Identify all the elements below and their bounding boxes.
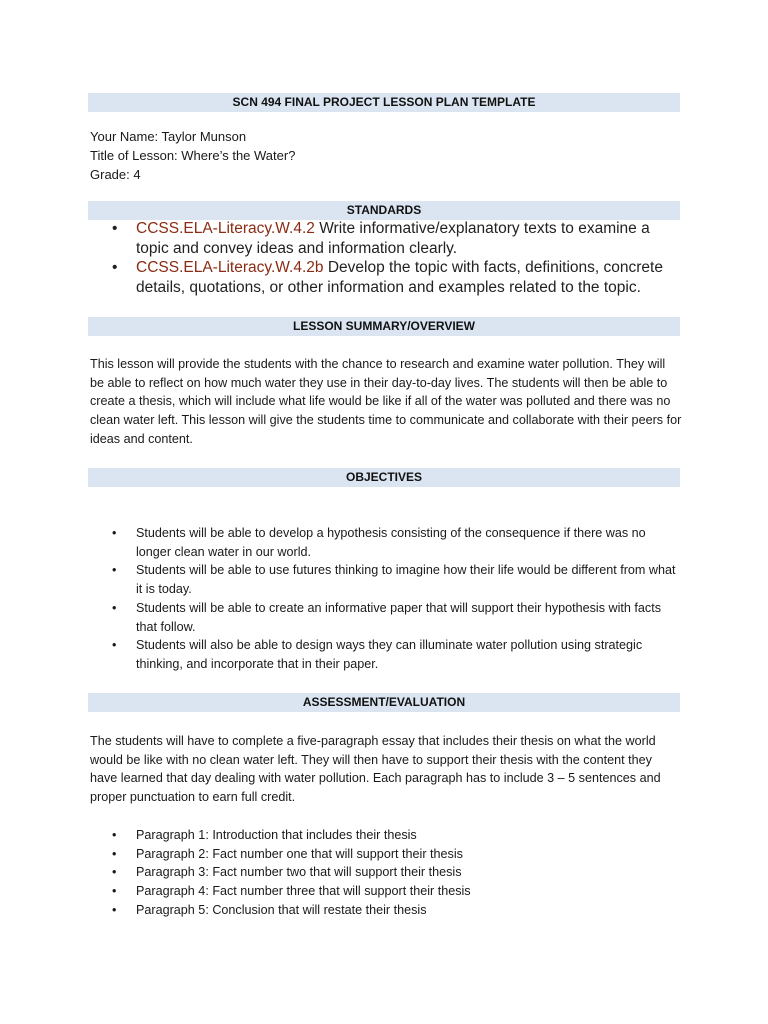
bullet-icon: • bbox=[112, 259, 118, 276]
bullet-icon: • bbox=[112, 638, 117, 653]
list-item bbox=[112, 882, 682, 901]
bullet-icon: • bbox=[112, 563, 117, 578]
bullet-icon: • bbox=[112, 846, 117, 861]
standard-text: Develop the topic with facts, definitions, concrete details, quotations, or other information and examples related to the topic. bbox=[136, 259, 663, 296]
document-title: SCN 494 FINAL PROJECT LESSON PLAN TEMPLATE bbox=[88, 93, 680, 112]
standard-code: CCSS.ELA-Literacy.W.4.2 bbox=[136, 220, 315, 237]
bullet-icon: • bbox=[112, 884, 117, 899]
bullet-icon: • bbox=[112, 865, 117, 880]
standards-list bbox=[112, 219, 672, 297]
list-item bbox=[112, 826, 682, 845]
lesson-title: Title of Lesson: Where’s the Water? bbox=[90, 148, 296, 163]
objective-item bbox=[112, 561, 682, 598]
paragraph-requirement: Paragraph 5: Conclusion that will restate their thesis bbox=[136, 902, 427, 917]
bullet-icon: • bbox=[112, 828, 117, 842]
list-item bbox=[112, 863, 682, 882]
summary-paragraph: This lesson will provide the students with the chance to research and examine water pollution. They will be able to reflect on how much water they use in their day-to-day lives. The students will then be able to create a thesis, which will include what life would be like if all of the water was polluted and there was no clean water left. This lesson will give the students time to communicate and collaborate with their peers for ideas and content. bbox=[90, 357, 682, 446]
standard-code: CCSS.ELA-Literacy.W.4.2b bbox=[136, 259, 324, 276]
summary-heading: LESSON SUMMARY/OVERVIEW bbox=[88, 317, 680, 336]
objective-text: Students will also be able to design ways they can illuminate water pollution using strategic thinking, and incorporate that in their paper. bbox=[136, 638, 643, 671]
lesson-info bbox=[90, 127, 295, 184]
assessment-heading: ASSESSMENT/EVALUATION bbox=[88, 693, 680, 712]
grade-level: Grade: 4 bbox=[90, 167, 141, 182]
assessment-paragraph: The students will have to complete a five-paragraph essay that includes their thesis on what the world would be like with no clean water left. They will then have to support their thesis with the content they have learned that day dealing with water pollution. Each paragraph has to include 3 – 5 sentences and proper punctuation to earn full credit. bbox=[90, 734, 661, 805]
standard-item bbox=[112, 219, 672, 258]
objectives-list bbox=[112, 524, 682, 674]
objective-text: Students will be able to develop a hypothesis consisting of the consequence if there was no longer clean water in our world. bbox=[136, 526, 646, 559]
objective-item bbox=[112, 524, 682, 561]
objective-item bbox=[112, 636, 682, 673]
assessment-list bbox=[112, 826, 682, 920]
bullet-icon: • bbox=[112, 600, 117, 615]
paragraph-requirement: Paragraph 1: Introduction that includes their thesis bbox=[136, 828, 417, 842]
objective-item bbox=[112, 599, 682, 636]
bullet-icon: • bbox=[112, 902, 117, 917]
paragraph-requirement: Paragraph 3: Fact number two that will support their thesis bbox=[136, 865, 462, 880]
paragraph-requirement: Paragraph 4: Fact number three that will support their thesis bbox=[136, 884, 471, 899]
paragraph-requirement: Paragraph 2: Fact number one that will support their thesis bbox=[136, 846, 463, 861]
author-name: Your Name: Taylor Munson bbox=[90, 129, 247, 144]
standard-item bbox=[112, 258, 672, 297]
list-item bbox=[112, 901, 682, 920]
list-item bbox=[112, 845, 682, 864]
standard-text: Write informative/explanatory texts to examine a topic and convey ideas and information clearly. bbox=[136, 220, 650, 257]
objective-text: Students will be able to create an informative paper that will support their hypothesis with facts that follow. bbox=[136, 600, 662, 634]
objective-text: Students will be able to use futures thinking to imagine how their life would be different from what it is today. bbox=[136, 563, 676, 597]
objectives-heading: OBJECTIVES bbox=[88, 468, 680, 487]
standards-heading: STANDARDS bbox=[88, 201, 680, 220]
bullet-icon: • bbox=[112, 220, 118, 237]
bullet-icon: • bbox=[112, 526, 117, 540]
